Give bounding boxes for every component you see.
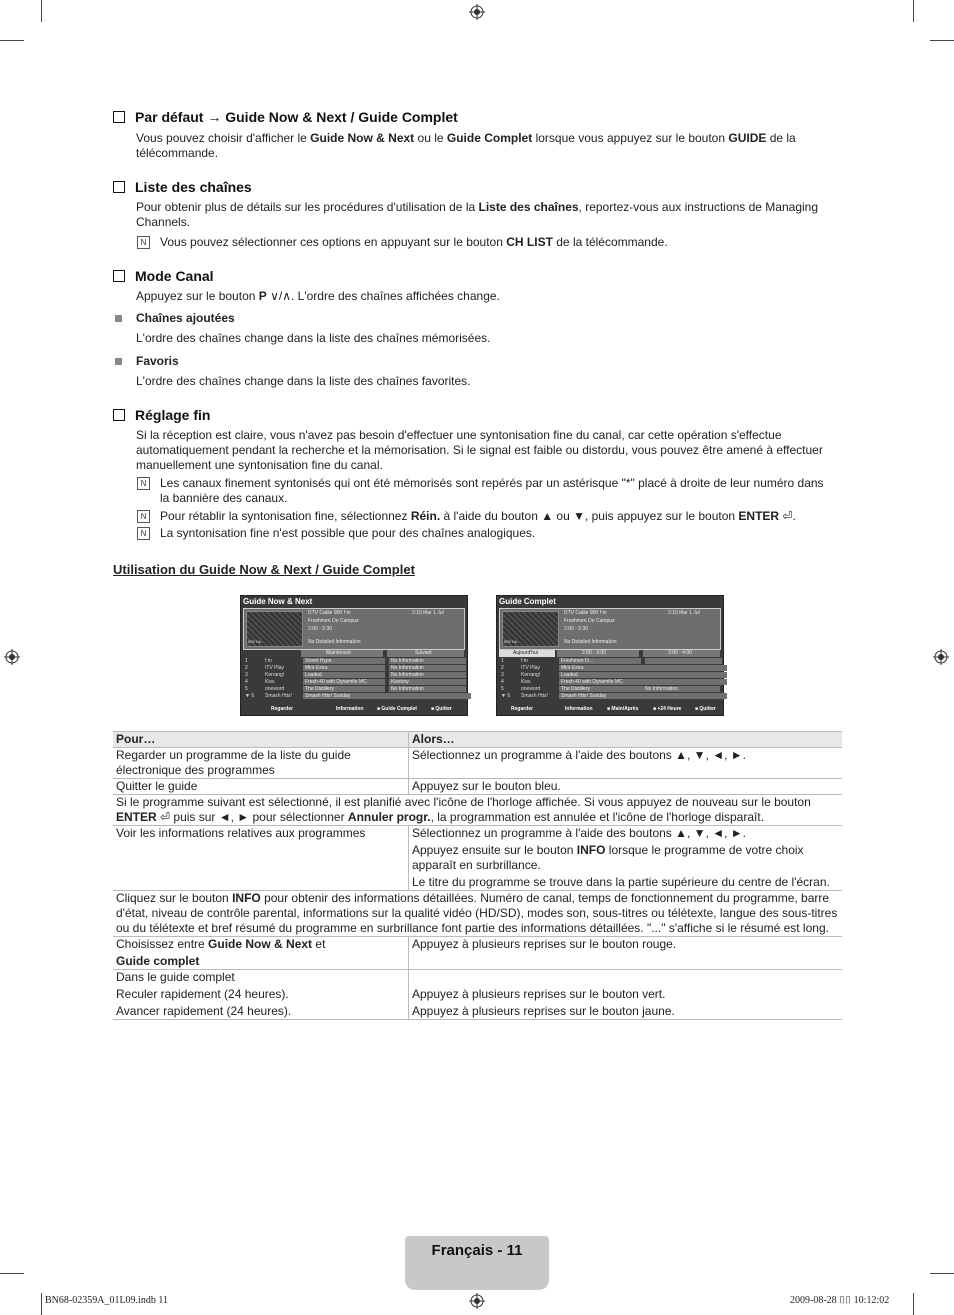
table-cell: Appuyez à plusieurs reprises sur le bouton rouge.	[409, 937, 843, 970]
registration-mark-icon	[469, 1293, 485, 1309]
program-info-panel: 900 f tn DTV Cable 900 f tn 2:10 Mar 1 Jul Freshmen On Campus 2:00 - 2:30 No Detailed Information	[243, 608, 465, 650]
note-text: La syntonisation fine n'est possible que pour des chaînes analogiques.	[160, 526, 536, 540]
table-cell: Dans le guide complet Reculer rapidement (24 heures). Avancer rapidement (24 heures).	[113, 970, 409, 1020]
channel-row: 4 Kiss Fresh 40 with Dynamite MC Kisstory	[243, 679, 465, 686]
table-row	[113, 795, 842, 826]
section-body: Pour obtenir plus de détails sur les procédures d'utilisation de la Liste des chaînes, reportez-vous aux instructions de Managing Channels.	[136, 200, 819, 229]
section-body: Appuyez sur le bouton P ∨/∧. L'ordre des chaînes affichées change.	[136, 289, 500, 303]
column-header: Maintenant	[301, 650, 383, 657]
registration-mark-icon	[933, 649, 949, 665]
section-body: Vous pouvez choisir d'afficher le Guide Now & Next ou le Guide Complet lorsque vous appuyez sur le bouton GUIDE de la télécommande.	[136, 131, 796, 160]
table-cell: Quitter le guide	[113, 779, 409, 795]
channel-row: 2 ITV Play Mint Extra No Information	[243, 665, 465, 672]
screen-footer: Regarder Information ■ Guide Complet ■ Quitter	[271, 706, 452, 712]
guide-actions-table	[113, 731, 842, 1020]
crop-mark	[930, 1273, 954, 1274]
table-header-cell: Alors…	[409, 732, 843, 748]
file-info: BN68-02359A_01L09.indb 11	[45, 1295, 168, 1306]
sub-heading: Chaînes ajoutées	[136, 311, 235, 325]
table-cell: Cliquez sur le bouton INFO pour obtenir des informations détaillées. Numéro de canal, temps de fonctionnement du programme, barre d'état, niveau de contrôle parental, informations sur la qualité vidéo (HD/SD), modes son, sous-titres ou télétexte, langue des sous-titres ou du télétexte et bref résumé du programme en surbrillance font partie des informations détaillées. "..." s'affiche si le résumé est long.	[113, 891, 842, 937]
channel-row: ▼ 6 Smash Hits! Smash Hits! Sunday	[499, 693, 721, 700]
note-icon: N	[137, 527, 150, 540]
program-info-panel: 900 f tn DTV Cable 900 f tn 2:10 Mar 1 Jul Freshmen On Campus 2:00 - 2:30 No Detailed Information	[499, 608, 721, 650]
crop-mark	[913, 0, 914, 22]
channel-row: 3 Kerrang! Loaded No Information	[243, 672, 465, 679]
screen-title: Guide Now & Next	[243, 597, 313, 606]
table-cell: Sélectionnez un programme à l'aide des boutons ▲, ▼, ◄, ►. Appuyez ensuite sur le bouton INFO lorsque le programme de votre choix apparaît en surbrillance. Le titre du programme se trouve dans la partie supérieure du centre de l'écran.	[409, 826, 843, 891]
crop-mark	[41, 0, 42, 22]
channel-row: 5 oneword The Distillery No Information	[499, 686, 721, 693]
registration-mark-icon	[469, 4, 485, 20]
checkbox-bullet-icon	[113, 111, 125, 123]
column-header: Suivant	[387, 650, 464, 657]
table-row	[113, 970, 842, 1020]
table-cell: Choisissez entre Guide Now & Next et Guide complet	[113, 937, 409, 970]
table-row	[113, 748, 842, 779]
checkbox-bullet-icon	[113, 409, 125, 421]
note-icon: N	[137, 236, 150, 249]
note-text: Vous pouvez sélectionner ces options en appuyant sur le bouton CH LIST de la télécommande.	[160, 235, 668, 249]
channel-row: ▼ 6 Smash Hits! Smash Hits! Sunday	[243, 693, 465, 700]
guide-now-next-screenshot	[240, 595, 468, 716]
screen-footer: Regarder Information ■ Main/Après ■ +24 Heure ■ Quitter	[511, 706, 716, 712]
channel-row: 5 oneword The Distillery No Information	[243, 686, 465, 693]
sub-body: L'ordre des chaînes change dans la liste des chaînes mémorisées.	[136, 331, 491, 345]
guide-complet-screenshot	[496, 595, 724, 716]
table-cell: Sélectionnez un programme à l'aide des boutons ▲, ▼, ◄, ►.	[409, 748, 843, 779]
channel-row: 2 ITV Play Mint Extra	[499, 665, 721, 672]
crop-mark	[0, 40, 24, 41]
table-header-cell: Pour…	[113, 732, 409, 748]
section-heading: Liste des chaînes	[113, 179, 252, 195]
checkbox-bullet-icon	[113, 270, 125, 282]
square-bullet-icon	[115, 315, 122, 322]
crop-mark	[0, 1273, 24, 1274]
column-header: 2:00 - 3:00	[557, 650, 639, 657]
section-heading-underlined: Utilisation du Guide Now & Next / Guide Complet	[113, 562, 415, 577]
table-header-row	[113, 732, 842, 748]
note-text: Les canaux finement syntonisés qui ont été mémorisés sont repérés par un astérisque "*" placé à droite de leur numéro dans la bannière des canaux.	[160, 476, 824, 505]
crop-mark	[930, 40, 954, 41]
note-text: Pour rétablir la syntonisation fine, sélectionnez Réin. à l'aide du bouton ▲ ou ▼, puis appuyez sur le bouton ENTER ⏎.	[160, 509, 796, 523]
crop-mark	[913, 1293, 914, 1315]
print-date: 2009-08-28 ⌷⌷ 10:12:02	[790, 1295, 890, 1306]
table-cell: Voir les informations relatives aux programmes	[113, 826, 409, 891]
table-row	[113, 779, 842, 795]
note-icon: N	[137, 477, 150, 490]
channel-row: 3 Kerrang! Loaded	[499, 672, 721, 679]
sub-heading: Favoris	[136, 354, 179, 368]
screen-title: Guide Complet	[499, 597, 556, 606]
page-number-tab	[405, 1236, 549, 1290]
crop-mark	[41, 1293, 42, 1315]
table-row	[113, 937, 842, 970]
page-label: Français - 11	[431, 1242, 523, 1259]
column-header: 3:00 - 4:00	[643, 650, 720, 657]
table-cell: Regarder un programme de la liste du guide électronique des programmes	[113, 748, 409, 779]
note-icon: N	[137, 510, 150, 523]
registration-mark-icon	[4, 649, 20, 665]
section-heading: Par défaut → Guide Now & Next / Guide Complet	[113, 109, 458, 125]
table-cell: Si le programme suivant est sélectionné, il est planifié avec l'icône de l'horloge affichée. Si vous appuyez de nouveau sur le bouton ENTER ⏎ puis sur ◄, ► pour sélectionner Annuler progr., la programmation est annulée et l'icône de l'horloge disparaît.	[113, 795, 842, 826]
table-cell: Appuyez sur le bouton bleu.	[409, 779, 843, 795]
section-heading: Mode Canal	[113, 268, 214, 284]
table-cell: Appuyez à plusieurs reprises sur le bouton vert. Appuyez à plusieurs reprises sur le bouton jaune.	[409, 970, 843, 1020]
section-heading: Réglage fin	[113, 407, 210, 423]
table-row	[113, 826, 842, 891]
sub-body: L'ordre des chaînes change dans la liste des chaînes favorites.	[136, 374, 471, 388]
square-bullet-icon	[115, 358, 122, 365]
table-row	[113, 891, 842, 937]
channel-row: 1 f tn Freshmen O...	[499, 658, 721, 665]
channel-row: 4 Kiss Fresh 40 with Dynamite MC	[499, 679, 721, 686]
column-header: Aujourd'hui	[499, 650, 555, 657]
section-body: Si la réception est claire, vous n'avez pas besoin d'effectuer une syntonisation fine du canal, car cette opération s'effectue automatiquement pendant la recherche et la mémorisation. Si le signal est faible ou distordu, vous pouvez être amené à effectuer manuellement une syntonisation fine du canal.	[136, 428, 823, 472]
channel-row: 1 f tn Street Hypn.. No Information	[243, 658, 465, 665]
checkbox-bullet-icon	[113, 181, 125, 193]
